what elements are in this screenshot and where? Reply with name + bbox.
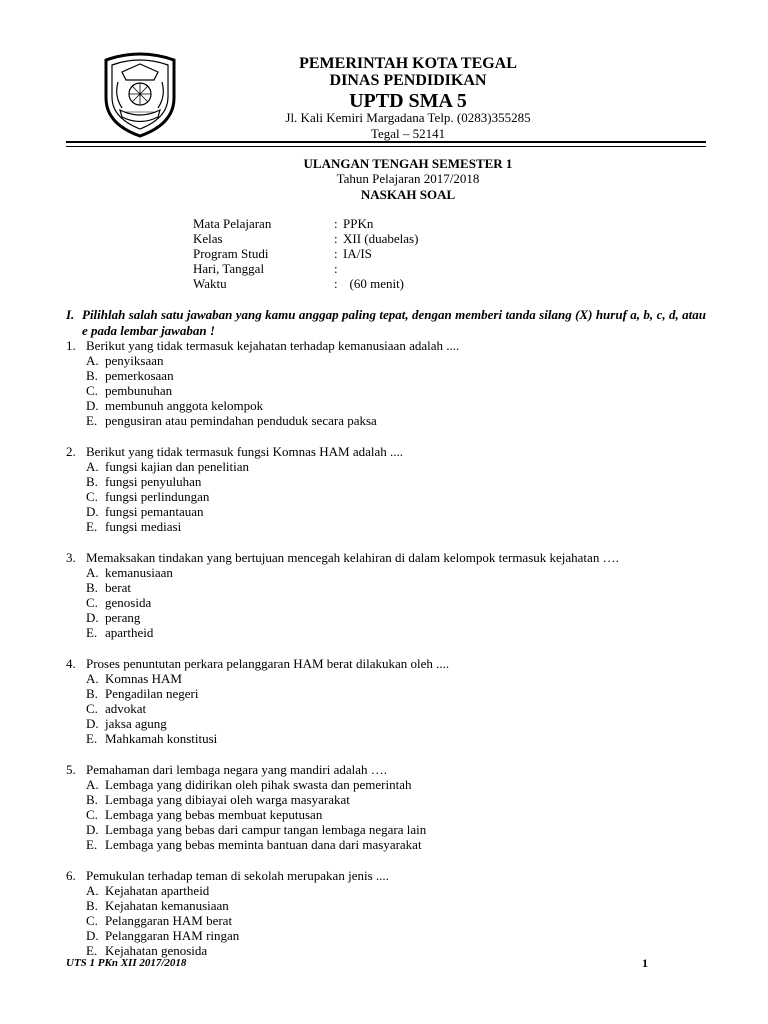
letterhead-department: DINAS PENDIDIKAN [329, 72, 487, 89]
option-text: Pelanggaran HAM berat [105, 913, 233, 928]
question-item [66, 762, 706, 852]
option-text: fungsi kajian dan penelitian [105, 459, 250, 474]
info-colon: : [334, 276, 338, 291]
info-row-class [193, 231, 493, 246]
option-text: pemerkosaan [105, 368, 174, 383]
answer-option [66, 504, 706, 519]
answer-option [66, 368, 706, 383]
answer-option [66, 565, 706, 580]
option-letter: D. [86, 928, 99, 943]
question-list [66, 338, 706, 974]
option-letter: E. [86, 731, 98, 746]
info-label: Kelas [193, 231, 223, 246]
answer-option [66, 519, 706, 534]
option-letter: B. [86, 368, 98, 383]
question-text: Memaksakan tindakan yang bertujuan mencegah kelahiran di dalam kelompok termasuk kejahatan …. [86, 550, 619, 565]
info-value: XII (duabelas) [343, 231, 419, 246]
info-value: IA/IS [343, 246, 372, 261]
option-text: Lembaga yang bebas membuat keputusan [105, 807, 323, 822]
option-text: Kejahatan kemanusiaan [105, 898, 229, 913]
info-label: Hari, Tanggal [193, 261, 265, 276]
question-number: 3. [66, 550, 76, 565]
question-stem [66, 762, 706, 777]
question-item [66, 868, 706, 958]
info-value: (60 menit) [343, 276, 405, 291]
info-row-program [193, 246, 493, 261]
answer-option [66, 610, 706, 625]
option-letter: B. [86, 686, 98, 701]
question-number: 5. [66, 762, 76, 777]
question-number: 6. [66, 868, 76, 883]
option-text: Lembaga yang dibiayai oleh warga masyarakat [105, 792, 350, 807]
option-text: fungsi mediasi [105, 519, 182, 534]
option-text: Lembaga yang bebas meminta bantuan dana dari masyarakat [105, 837, 422, 852]
option-letter: A. [86, 883, 99, 898]
answer-option [66, 625, 706, 640]
letterhead-address: Jl. Kali Kemiri Margadana Telp. (0283)355285 [285, 110, 531, 125]
question-text: Pemahaman dari lembaga negara yang mandiri adalah …. [86, 762, 388, 777]
question-number: 4. [66, 656, 76, 671]
info-row-time [193, 276, 493, 291]
question-item [66, 656, 706, 746]
answer-option [66, 731, 706, 746]
option-text: Lembaga yang didirikan oleh pihak swasta dan pemerintah [105, 777, 412, 792]
section-instruction [66, 307, 706, 339]
option-letter: E. [86, 413, 98, 428]
option-text: Pengadilan negeri [105, 686, 199, 701]
option-text: Kejahatan genosida [105, 943, 208, 958]
letterhead-government: PEMERINTAH KOTA TEGAL [299, 55, 517, 72]
question-text: Proses penuntutan perkara pelanggaran HAM berat dilakukan oleh .... [86, 656, 450, 671]
question-stem [66, 444, 706, 459]
option-text: fungsi pemantauan [105, 504, 204, 519]
answer-option [66, 777, 706, 792]
option-text: penyiksaan [105, 353, 164, 368]
page-number: 1 [642, 956, 648, 970]
option-letter: C. [86, 383, 98, 398]
question-text: Berikut yang tidak termasuk fungsi Komnas HAM adalah .... [86, 444, 403, 459]
option-letter: C. [86, 701, 98, 716]
option-letter: B. [86, 474, 98, 489]
question-number: 1. [66, 338, 76, 353]
answer-option [66, 943, 706, 958]
answer-option [66, 353, 706, 368]
option-text: fungsi penyuluhan [105, 474, 202, 489]
question-stem [66, 338, 706, 353]
option-letter: A. [86, 459, 99, 474]
exam-title: ULANGAN TENGAH SEMESTER 1 [303, 156, 513, 171]
info-label: Program Studi [193, 246, 269, 261]
option-text: pembunuhan [105, 383, 173, 398]
option-letter: A. [86, 671, 99, 686]
section-number: I. [66, 307, 75, 322]
answer-option [66, 595, 706, 610]
info-value: PPKn [343, 216, 374, 231]
tegal-city-crest-icon [100, 50, 180, 138]
option-letter: A. [86, 777, 99, 792]
question-stem [66, 868, 706, 883]
option-text: berat [105, 580, 131, 595]
info-label: Mata Pelajaran [193, 216, 272, 231]
info-label: Waktu [193, 276, 227, 291]
info-colon: : [334, 231, 338, 246]
option-letter: A. [86, 565, 99, 580]
option-text: apartheid [105, 625, 154, 640]
question-text: Pemukulan terhadap teman di sekolah merupakan jenis .... [86, 868, 389, 883]
answer-option [66, 928, 706, 943]
answer-option [66, 716, 706, 731]
option-text: Lembaga yang bebas dari campur tangan lembaga negara lain [105, 822, 427, 837]
answer-option [66, 474, 706, 489]
question-stem [66, 550, 706, 565]
letterhead-divider-thin [66, 146, 706, 147]
option-text: Mahkamah konstitusi [105, 731, 218, 746]
letterhead-school-name: UPTD SMA 5 [349, 90, 467, 112]
letterhead-divider-thick [66, 141, 706, 143]
option-text: perang [105, 610, 141, 625]
question-stem [66, 656, 706, 671]
question-item [66, 550, 706, 640]
answer-option [66, 883, 706, 898]
option-letter: B. [86, 898, 98, 913]
info-colon: : [334, 246, 338, 261]
option-letter: E. [86, 519, 98, 534]
option-text: membunuh anggota kelompok [105, 398, 264, 413]
letterhead-city: Tegal – 52141 [370, 126, 446, 141]
answer-option [66, 898, 706, 913]
question-number: 2. [66, 444, 76, 459]
answer-option [66, 580, 706, 595]
option-letter: D. [86, 610, 99, 625]
option-letter: C. [86, 489, 98, 504]
answer-option [66, 686, 706, 701]
document-type: NASKAH SOAL [360, 187, 456, 202]
footer-exam-code: UTS 1 PKn XII 2017/2018 [66, 957, 187, 969]
exam-identity-table [193, 216, 493, 291]
option-text: Pelanggaran HAM ringan [105, 928, 240, 943]
question-text: Berikut yang tidak termasuk kejahatan terhadap kemanusiaan adalah .... [86, 338, 460, 353]
answer-option [66, 383, 706, 398]
info-row-subject [193, 216, 493, 231]
option-text: pengusiran atau pemindahan penduduk secara paksa [105, 413, 377, 428]
answer-option [66, 459, 706, 474]
option-text: kemanusiaan [105, 565, 173, 580]
option-letter: E. [86, 943, 98, 958]
academic-year: Tahun Pelajaran 2017/2018 [336, 171, 480, 186]
option-letter: D. [86, 504, 99, 519]
option-letter: D. [86, 716, 99, 731]
answer-option [66, 671, 706, 686]
option-letter: D. [86, 398, 99, 413]
option-text: advokat [105, 701, 147, 716]
option-text: fungsi perlindungan [105, 489, 210, 504]
answer-option [66, 413, 706, 428]
answer-option [66, 837, 706, 852]
option-letter: D. [86, 822, 99, 837]
option-letter: C. [86, 913, 98, 928]
option-letter: E. [86, 625, 98, 640]
option-text: Komnas HAM [105, 671, 182, 686]
option-letter: B. [86, 792, 98, 807]
option-text: genosida [105, 595, 152, 610]
question-item [66, 338, 706, 428]
info-row-date [193, 261, 493, 276]
question-item [66, 444, 706, 534]
answer-option [66, 489, 706, 504]
option-letter: E. [86, 837, 98, 852]
answer-option [66, 822, 706, 837]
instruction-text: Pilihlah salah satu jawaban yang kamu anggap paling tepat, dengan memberi tanda silang (X) huruf a, b, c, d, atau e pada lembar jawaban ! [82, 307, 706, 338]
option-letter: C. [86, 595, 98, 610]
option-text: Kejahatan apartheid [105, 883, 210, 898]
option-letter: A. [86, 353, 99, 368]
answer-option [66, 792, 706, 807]
option-text: jaksa agung [105, 716, 167, 731]
answer-option [66, 701, 706, 716]
option-letter: B. [86, 580, 98, 595]
info-colon: : [334, 216, 338, 231]
answer-option [66, 807, 706, 822]
answer-option [66, 913, 706, 928]
option-letter: C. [86, 807, 98, 822]
info-colon: : [334, 261, 338, 276]
answer-option [66, 398, 706, 413]
